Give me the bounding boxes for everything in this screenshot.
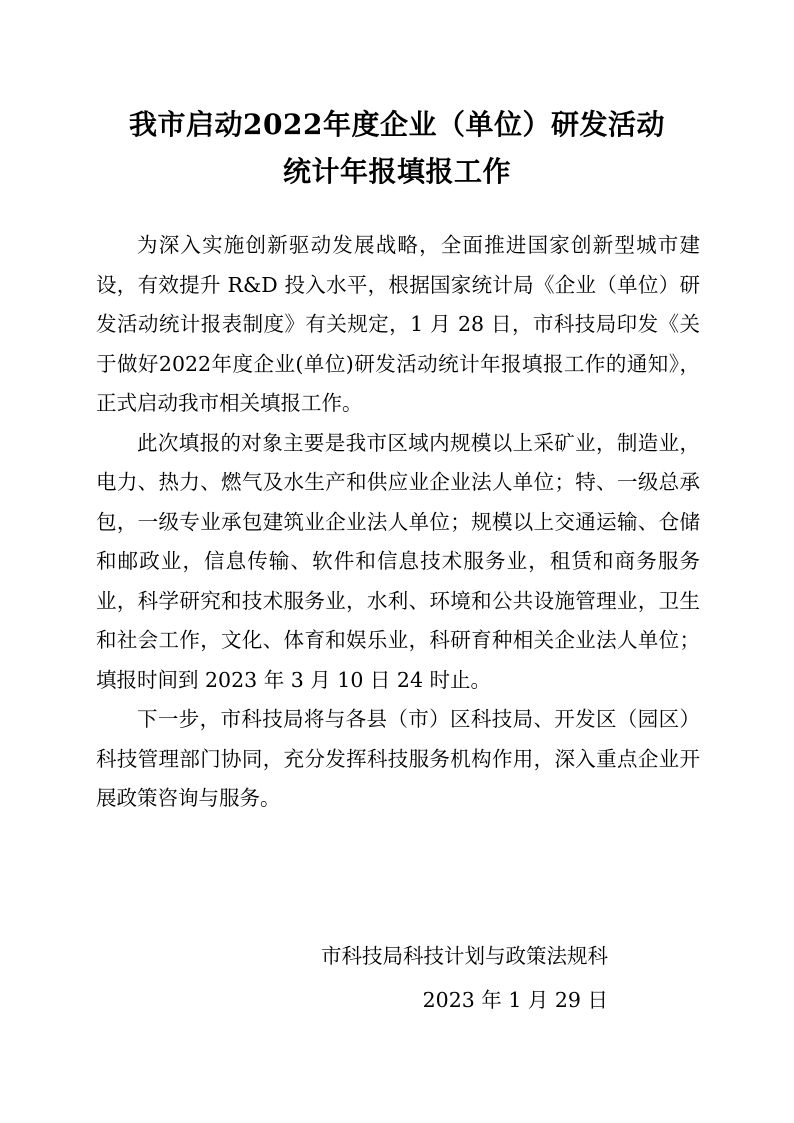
signature-organization: 市科技局科技计划与政策法规科	[321, 944, 608, 968]
body-paragraph-3: 下一步，市科技局将与各县（市）区科技局、开发区（园区）科技管理部门协同，充分发挥科技服务机构作用，深入重点企业开展政策咨询与服务。	[96, 707, 700, 810]
body-paragraph-2: 此次填报的对象主要是我市区域内规模以上采矿业，制造业，电力、热力、燃气及水生产和供应业企业法人单位；特、一级总承包，一级专业承包建筑业企业法人单位；规模以上交通运输、仓储和邮政业，信息传输、软件和信息技术服务业，租赁和商务服务业，科学研究和技术服务业，水利、环境和公共设施管理业，卫生和社会工作，文化、体育和娱乐业，科研育种相关企业法人单位；填报时间到 2023 年 3 月 10 日 24 时止。	[96, 430, 700, 692]
document-title-line-1: 我市启动2022年度企业（单位）研发活动	[129, 108, 665, 141]
document-title-line-2: 统计年报填报工作	[282, 155, 511, 188]
body-paragraph-1: 为深入实施创新驱动发展战略，全面推进国家创新型城市建设，有效提升 R&D 投入水平，根据国家统计局《企业（单位）研发活动统计报表制度》有关规定，1 月 28 日，市科技局印发《关于做好2022年度企业(单位)研发活动统计年报填报工作的通知》，正式启动我市相关填报工作。	[96, 233, 700, 415]
document-body	[96, 226, 700, 819]
signature-date: 2023 年 1 月 29 日	[422, 988, 608, 1012]
